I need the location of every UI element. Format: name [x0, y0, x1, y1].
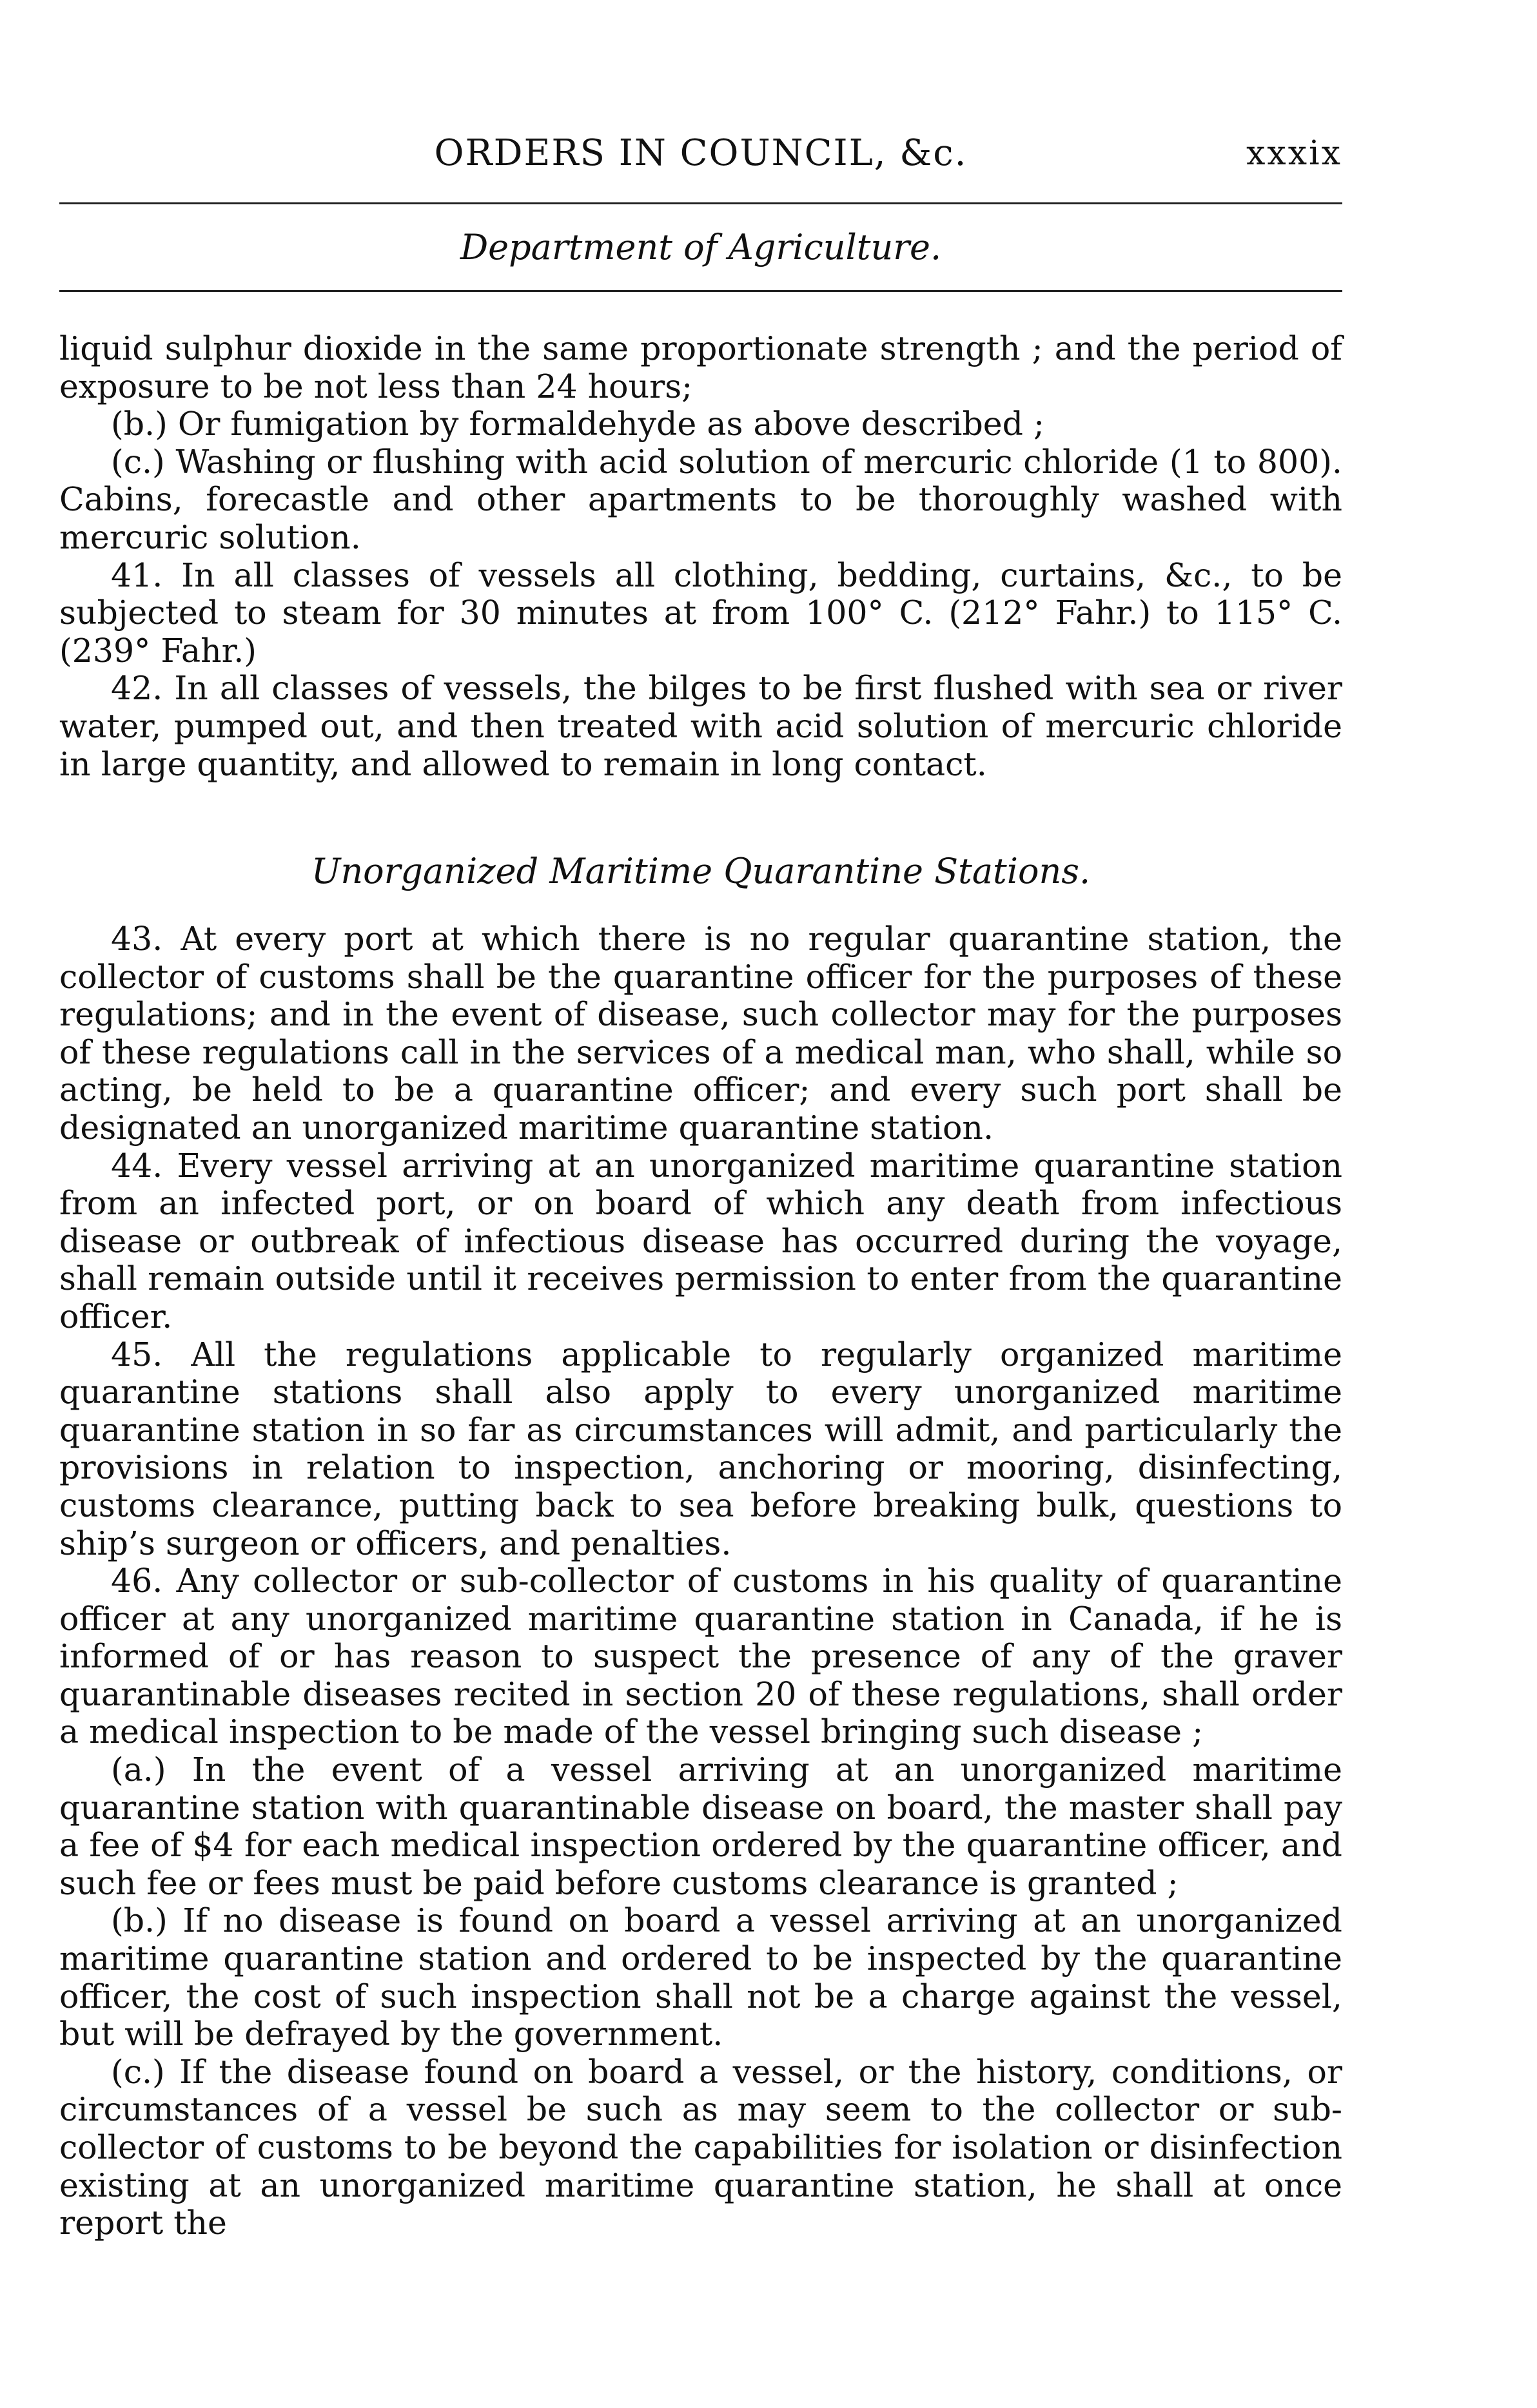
- section-45: 45. All the regulations applicable to regularly organized maritime quarantine stations shall also apply to every unorganized maritime quarantine station in so far as circumstances will admit, and particularly the provisions in relation to inspection, anchoring or mooring, disinfecting, customs clearance, putting back to sea before breaking bulk, questions to ship’s surgeon or officers, and penalties.: [59, 1335, 1342, 1562]
- section-43: 43. At every port at which there is no regular quarantine station, the collector of customs shall be the quarantine officer for the purposes of these regulations; and in the event of disease, such collector may for the purposes of these regulations call in the services of a medical man, who shall, while so acting, be held to be a quarantine officer; and every such port shall be designated an unorganized maritime quarantine station.: [59, 920, 1342, 1147]
- paragraph-continuation: liquid sulphur dioxide in the same proportionate strength ; and the period of exposure to be not less than 24 hours;: [59, 329, 1342, 405]
- section-heading: Unorganized Maritime Quarantine Stations.: [311, 851, 1091, 891]
- page-number: xxxix: [1246, 134, 1342, 173]
- section-41: 41. In all classes of vessels all clothing, bedding, curtains, &c., to be subjected to steam for 30 minutes at from 100° C. (212° Fahr.) to 115° C. (239° Fahr.): [59, 556, 1342, 670]
- section-44: 44. Every vessel arriving at an unorganized maritime quarantine station from an infected port, or on board of which any death from infectious disease or outbreak of infectious disease has occurred during the voyage, shall remain outside until it receives permission to enter from the quarantine officer.: [59, 1146, 1342, 1335]
- text-block-1: [59, 330, 1342, 783]
- department-heading: Department of Agriculture.: [460, 227, 942, 267]
- clause-b: (b.) Or fumigation by formaldehyde as above described ;: [111, 405, 1045, 443]
- clause-c: (c.) Washing or flushing with acid solution of mercuric chloride (1 to 800). Cabins, forecastle and other apartments to be thoroughly washed with mercuric solution.: [59, 442, 1342, 556]
- section-42: 42. In all classes of vessels, the bilges to be first flushed with sea or river water, pumped out, and then treated with acid solution of mercuric chloride in large quantity, and allowed to remain in long contact.: [59, 669, 1342, 783]
- text-block-2: [59, 920, 1342, 2242]
- running-title: ORDERS IN COUNCIL, &c.: [434, 132, 968, 174]
- section-46-c: (c.) If the disease found on board a vessel, or the history, conditions, or circumstances of a vessel be such as may seem to the collector or sub-collector of customs to be beyond the capabilities for isolation or disinfection existing at an unorganized maritime quarantine station, he shall at once report the: [59, 2052, 1342, 2242]
- header-rule-bottom: [59, 290, 1342, 292]
- header-rule-top: [59, 202, 1342, 204]
- section-46-a: (a.) In the event of a vessel arriving at an unorganized maritime quarantine station with quarantinable disease on board, the master shall pay a fee of $4 for each medical inspection ordered by the quarantine officer, and such fee or fees must be paid before customs clearance is granted ;: [59, 1751, 1342, 1902]
- page-header: [59, 126, 1342, 180]
- section-46-b: (b.) If no disease is found on board a vessel arriving at an unorganized maritime quarantine station and ordered to be inspected by the quarantine officer, the cost of such inspection shall not be a charge against the vessel, but will be defrayed by the government.: [59, 1901, 1342, 2054]
- section-46: 46. Any collector or sub-collector of customs in his quality of quarantine officer at any unorganized maritime quarantine station in Canada, if he is informed of or has reason to suspect the presence of any of the graver quarantinable diseases recited in section 20 of these regulations, shall order a medical inspection to be made of the vessel bringing such disease ;: [59, 1562, 1342, 1751]
